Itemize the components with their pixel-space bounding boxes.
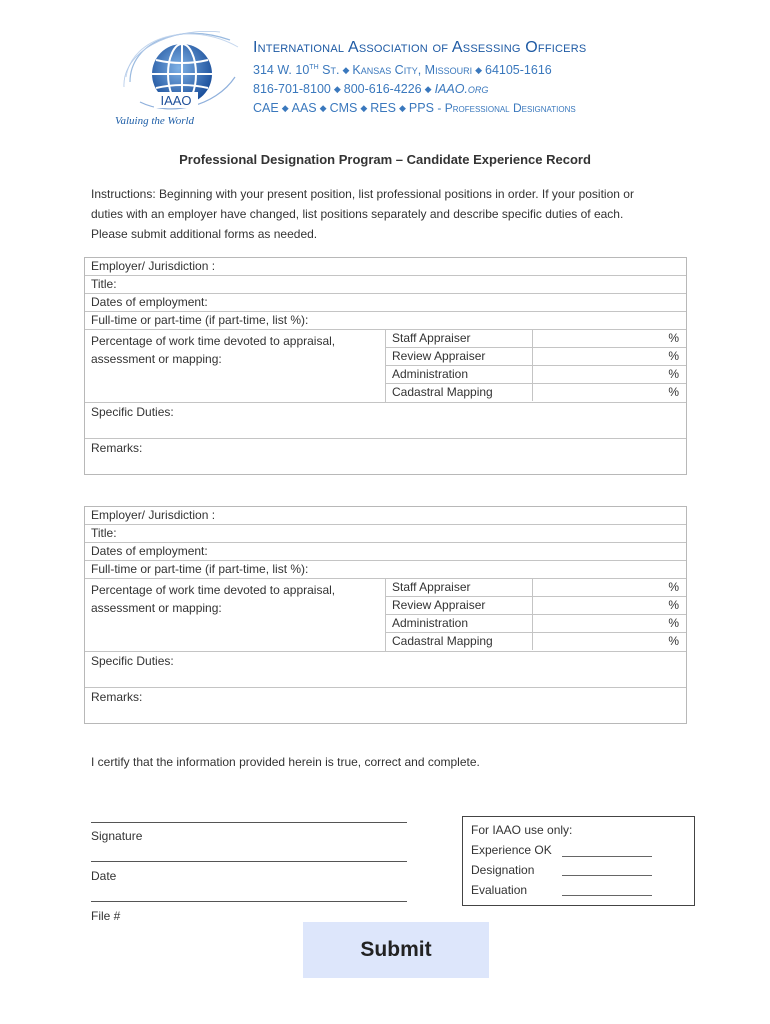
remarks-label: Remarks: [91,441,143,455]
employer-field[interactable] [85,507,686,525]
fulltime-field[interactable] [85,561,686,579]
category-label: Review Appraiser [392,348,533,365]
pct-row-review-appraiser[interactable] [386,348,686,366]
signature-label: Signature [91,829,143,843]
org-designations: CAE ◆ AAS ◆ CMS ◆ RES ◆ PPS - Professional Designations [253,101,576,116]
percentage-label-line-2: assessment or mapping: [91,352,222,366]
designations-suffix: - Professional Designations [437,101,576,116]
category-label: Administration [392,615,533,632]
certification-text: I certify that the information provided herein is true, correct and complete. [91,755,480,769]
iaao-use-box [462,816,695,906]
category-label: Staff Appraiser [392,330,533,347]
title-label: Title: [91,277,117,291]
designation-blank[interactable] [562,875,652,876]
percent-sign: % [668,598,679,612]
org-address: 314 W. 10TH St. ◆ Kansas City, Missouri ◆ 64105-1616 [253,63,552,78]
document-title: Professional Designation Program – Candidate Experience Record [179,152,591,167]
employer-field[interactable] [85,258,686,276]
fulltime-label: Full-time or part-time (if part-time, list %): [91,313,309,327]
percentage-table [385,579,686,651]
pct-row-cadastral-mapping[interactable] [386,384,686,402]
percent-sign: % [668,349,679,363]
percent-sign: % [668,634,679,648]
phone-2: 800-616-4226 [343,82,422,97]
pct-row-staff-appraiser[interactable] [386,330,686,348]
specific-duties-label: Specific Duties: [91,405,174,419]
org-contact: 816-701-8100 ◆ 800-616-4226 ◆ IAAO.org [253,82,489,97]
submit-button[interactable]: Submit [303,922,489,978]
file-label: File # [91,909,121,923]
designation-aas: AAS [291,101,317,116]
pct-row-cadastral-mapping[interactable] [386,633,686,651]
instructions-line-3: Please submit additional forms as needed. [91,227,318,241]
tagline: Valuing the World [115,115,195,127]
signature-line[interactable] [91,822,407,823]
file-line[interactable] [91,901,407,902]
pct-row-review-appraiser[interactable] [386,597,686,615]
percent-sign: % [668,331,679,345]
percentage-block [85,579,686,652]
address-street: 314 W. 10 [253,63,310,78]
title-field[interactable] [85,525,686,543]
remarks-field[interactable] [85,688,686,723]
dates-label: Dates of employment: [91,295,208,309]
date-line[interactable] [91,861,407,862]
title-label: Title: [91,526,117,540]
designation-cae: CAE [253,101,279,116]
address-th: TH [309,64,319,71]
category-label: Administration [392,366,533,383]
fulltime-field[interactable] [85,312,686,330]
remarks-label: Remarks: [91,690,143,704]
experience-ok-label: Experience OK [471,843,552,857]
address-city: Kansas City, Missouri [352,63,473,78]
employer-label: Employer/ Jurisdiction : [91,259,216,273]
specific-duties-label: Specific Duties: [91,654,174,668]
percentage-block [85,330,686,403]
remarks-field[interactable] [85,439,686,474]
designation-res: RES [370,101,396,116]
employer-label: Employer/ Jurisdiction : [91,508,216,522]
percentage-label-line-1: Percentage of work time devoted to appraisal, [91,334,336,348]
percentage-label [91,581,381,617]
percent-sign: % [668,367,679,381]
address-zip: 64105-1616 [485,63,552,78]
percentage-label-line-2: assessment or mapping: [91,601,222,615]
category-label: Review Appraiser [392,597,533,614]
fulltime-label: Full-time or part-time (if part-time, list %): [91,562,309,576]
evaluation-label: Evaluation [471,883,528,897]
pct-row-administration[interactable] [386,366,686,384]
org-name: International Association of Assessing Officers [253,39,587,56]
title-field[interactable] [85,276,686,294]
dates-field[interactable] [85,543,686,561]
org-header [253,38,586,118]
dates-field[interactable] [85,294,686,312]
dates-label: Dates of employment: [91,544,208,558]
designation-label: Designation [471,863,535,877]
address-st: St. [322,63,340,78]
experience-ok-blank[interactable] [562,856,652,857]
percentage-label-line-1: Percentage of work time devoted to appraisal, [91,583,336,597]
pct-row-staff-appraiser[interactable] [386,579,686,597]
specific-duties-field[interactable] [85,403,686,439]
percentage-table [385,330,686,402]
specific-duties-field[interactable] [85,652,686,688]
experience-form-1 [84,257,687,475]
instructions [91,184,691,244]
category-label: Cadastral Mapping [392,384,533,401]
iaao-use-heading: For IAAO use only: [471,823,573,837]
designation-cms: CMS [329,101,358,116]
category-label: Staff Appraiser [392,579,533,596]
experience-form-2 [84,506,687,724]
percent-sign: % [668,580,679,594]
svg-text:IAAO: IAAO [160,93,192,108]
date-label: Date [91,869,117,883]
instructions-line-1: Instructions: Beginning with your present position, list professional positions in order. If your position or [91,187,634,201]
evaluation-blank[interactable] [562,895,652,896]
instructions-line-2: duties with an employer have changed, list positions separately and describe specific duties of each. [91,207,624,221]
pct-row-administration[interactable] [386,615,686,633]
phone-1: 816-701-8100 [253,82,331,97]
web-org: org [467,82,489,97]
percentage-label [91,332,381,368]
percent-sign: % [668,616,679,630]
web-iaao: IAAO. [434,82,468,97]
percent-sign: % [668,385,679,399]
designation-pps: PPS [408,101,434,116]
category-label: Cadastral Mapping [392,633,533,650]
